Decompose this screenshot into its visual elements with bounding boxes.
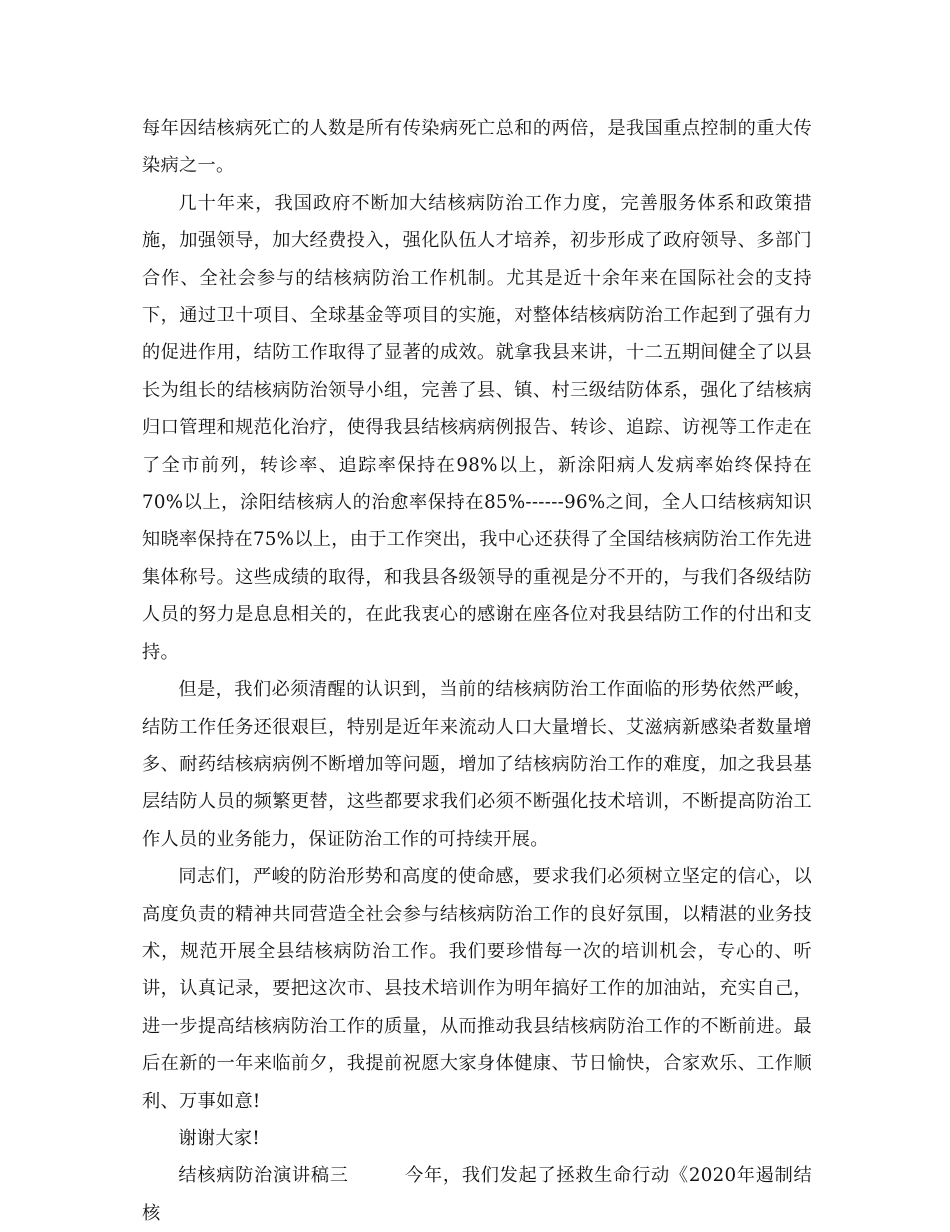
section-opening-text: 今年，我们发起了拯救生命行动《2020年遏制结核 [142, 1165, 813, 1224]
paragraph-4: 同志们，严峻的防治形势和高度的使命感，要求我们必须树立坚定的信心，以高度负责的精神共同营造全社会参与结核病防治工作的良好氛围，以精湛的业务技术，规范开展全县结核病防治工作。我们要珍惜每一次的培训机会，专心的、听讲，认真记录，要把这次市、县技术培训作为明年搞好工作的加油站，充实自己，进一步提高结核病防治工作的质量，从而推动我县结核病防治工作的不断前进。最后在新的一年来临前夕，我提前祝愿大家身体健康、节日愉快，合家欢乐、工作顺利、万事如意! [142, 866, 812, 1112]
section-line [142, 1157, 812, 1232]
paragraph-3: 但是，我们必须清醒的认识到，当前的结核病防治工作面临的形势依然严峻，结防工作任务还很艰巨，特别是近年来流动人口大量增长、艾滋病新感染者数量增多、耐药结核病病例不断增加等问题，增加了结核病防治工作的难度，加之我县基层结防人员的频繁更替，这些都要求我们必须不断强化技术培训，不断提高防治工作人员的业务能力，保证防治工作的可持续开展。 [142, 679, 812, 850]
document-page [142, 110, 812, 1232]
paragraph-1: 每年因结核病死亡的人数是所有传染病死亡总和的两倍，是我国重点控制的重大传染病之一。 [142, 118, 812, 177]
section-title: 结核病防治演讲稿三 [178, 1165, 349, 1187]
paragraph-thanks: 谢谢大家! [178, 1127, 260, 1149]
paragraph-2: 几十年来，我国政府不断加大结核病防治工作力度，完善服务体系和政策措施，加强领导，加大经费投入，强化队伍人才培养，初步形成了政府领导、多部门合作、全社会参与的结核病防治工作机制。尤其是近十余年来在国际社会的支持下，通过卫十项目、全球基金等项目的实施，对整体结核病防治工作起到了强有力的促进作用，结防工作取得了显著的成效。就拿我县来讲，十二五期间健全了以县长为组长的结核病防治领导小组，完善了县、镇、村三级结防体系，强化了结核病归口管理和规范化治疗，使得我县结核病病例报告、转诊、追踪、访视等工作走在了全市前列，转诊率、追踪率保持在98%以上，新涂阳病人发病率始终保持在70%以上，涂阳结核病人的治愈率保持在85%------96%之间，全人口结核病知识知晓率保持在75%以上，由于工作突出，我中心还获得了全国结核病防治工作先进集体称号。这些成绩的取得，和我县各级领导的重视是分不开的，与我们各级结防人员的努力是息息相关的，在此我衷心的感谢在座各位对我县结防工作的付出和支持。 [142, 192, 812, 663]
